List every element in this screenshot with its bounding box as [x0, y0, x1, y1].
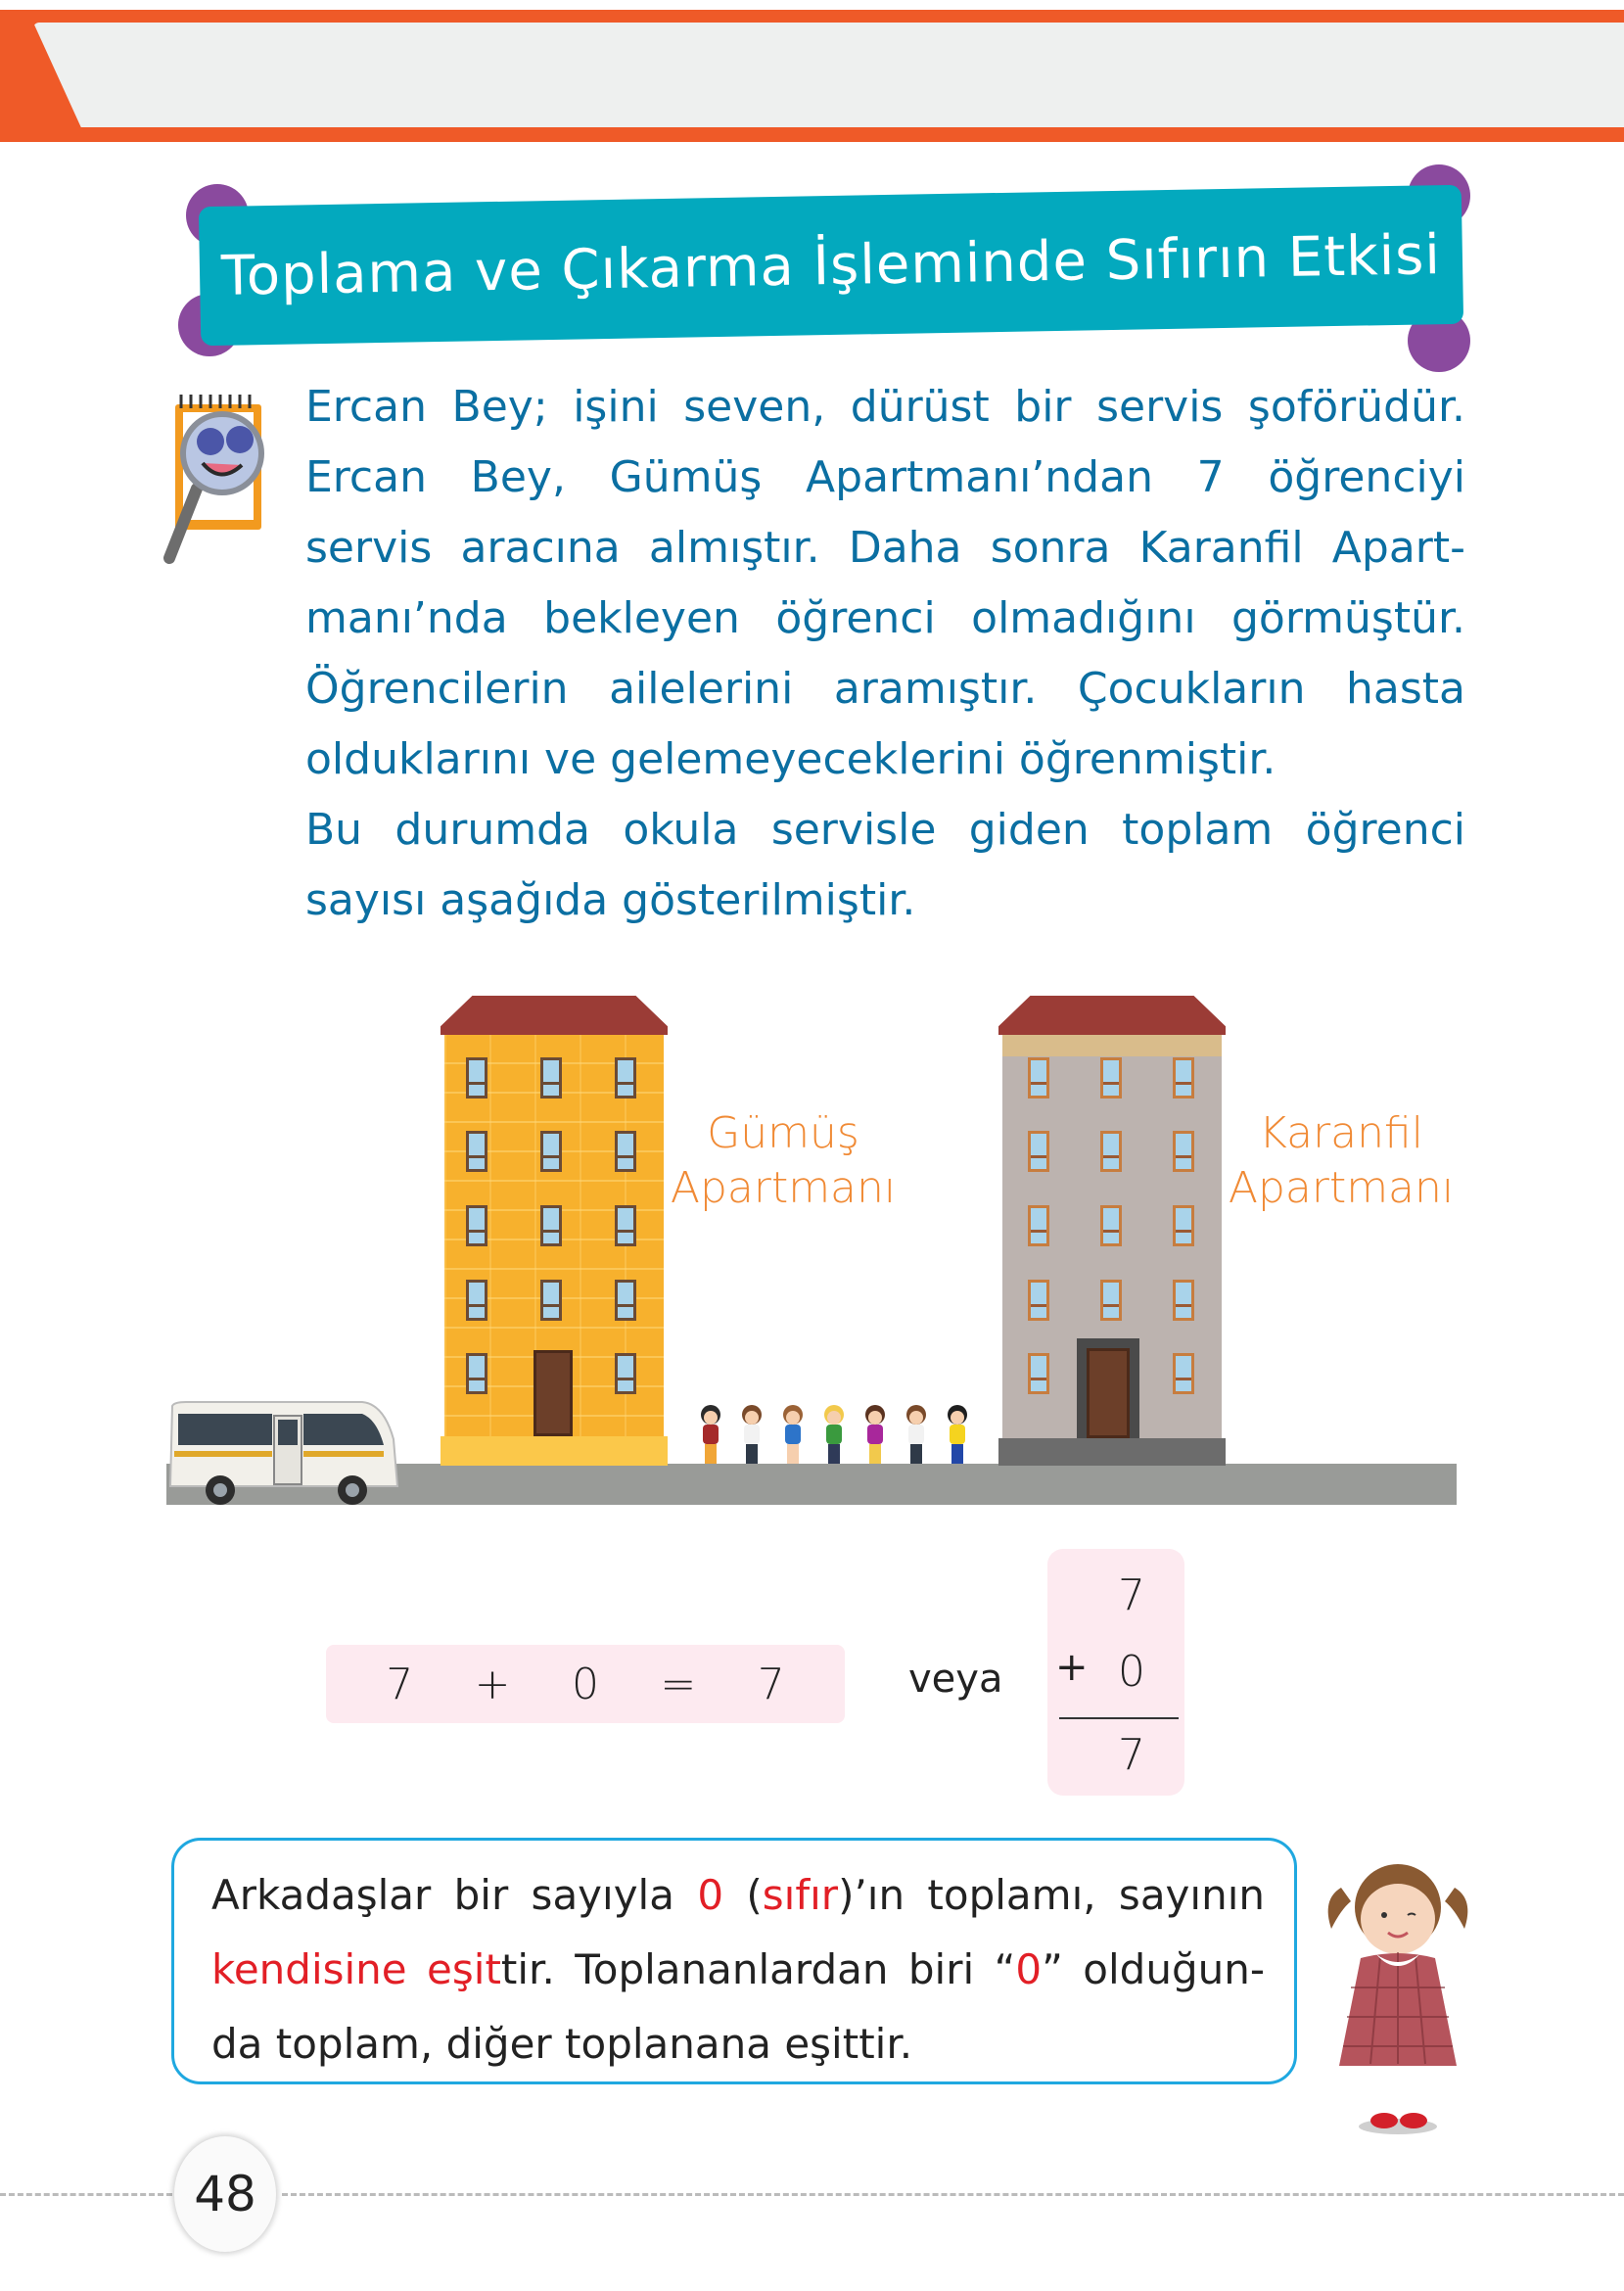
student-figure [942, 1405, 973, 1466]
student-figure [736, 1405, 767, 1466]
window [1173, 1131, 1194, 1172]
scene-illustration [166, 984, 1459, 1513]
students-group [695, 1405, 989, 1466]
student-figure [901, 1405, 932, 1466]
window [1028, 1057, 1049, 1099]
window [615, 1353, 636, 1394]
addend-2: 0 [571, 1659, 599, 1709]
window [1100, 1131, 1122, 1172]
window [540, 1131, 562, 1172]
story-paragraph [305, 372, 1465, 936]
text: )’ın toplamı, sayının [838, 1871, 1265, 1919]
horizontal-equation [326, 1645, 845, 1723]
building-gumus [441, 996, 668, 1466]
text: ” olduğun- [1042, 1945, 1266, 1993]
plus-sign: + [474, 1659, 511, 1709]
window [1028, 1131, 1049, 1172]
footer-dashed-line-right [282, 2193, 1624, 2196]
girl-character-icon [1312, 1850, 1478, 2144]
label-line: Gümüş [707, 1108, 859, 1158]
highlight-kendisine-esit: kendisine eşit [211, 1945, 501, 1993]
highlight-zero: 0 [1015, 1945, 1043, 1993]
rule-note-box [171, 1838, 1297, 2084]
text: ( [723, 1871, 763, 1919]
header-band [0, 10, 1624, 142]
label-line: Apartmanı [670, 1163, 897, 1213]
story-line: Bu durumda okula servisle giden toplam öğrenci [305, 805, 1465, 855]
label-gumus-apartmani [666, 1106, 901, 1216]
highlight-zero: 0 [697, 1871, 724, 1919]
ribbon-body [199, 185, 1463, 346]
highlight-sifir: sıfır [762, 1871, 839, 1919]
door [1087, 1348, 1130, 1438]
vertical-addend-1: 7 [1118, 1570, 1145, 1620]
window [615, 1057, 636, 1099]
window [615, 1205, 636, 1246]
building-karanfil [998, 996, 1226, 1466]
school-bus-icon [166, 1400, 411, 1506]
roof [998, 996, 1226, 1035]
note-line-3: da toplam, diğer toplanana eşittir. [211, 2020, 913, 2068]
window [466, 1353, 487, 1394]
window [1028, 1280, 1049, 1321]
text: tir. Toplananlardan biri “ [500, 1945, 1016, 1993]
page-title: Toplama ve Çıkarma İşleminde Sıfırın Etkisi [220, 222, 1442, 308]
window [466, 1131, 487, 1172]
window [1173, 1057, 1194, 1099]
text: Arkadaşlar bir sayıyla [211, 1871, 698, 1919]
window [540, 1057, 562, 1099]
window [540, 1205, 562, 1246]
title-ribbon [186, 166, 1468, 362]
label-line: Apartmanı [1228, 1163, 1455, 1213]
story-line: Ercan Bey; işini seven, dürüst bir servis şoförüdür. [305, 382, 1465, 432]
sum-line [1059, 1717, 1179, 1719]
building-top-band [1002, 1035, 1222, 1056]
connector-veya: veya [908, 1657, 1003, 1702]
student-figure [777, 1405, 809, 1466]
label-line: Karanfil [1259, 1108, 1423, 1158]
window [466, 1057, 487, 1099]
page-number: 48 [194, 2166, 256, 2222]
window [615, 1131, 636, 1172]
vertical-addend-2: 0 [1118, 1647, 1145, 1697]
building-base [441, 1436, 668, 1466]
vertical-sum: 7 [1118, 1730, 1145, 1780]
vertical-plus-sign: + [1055, 1645, 1089, 1690]
window [1100, 1057, 1122, 1099]
note-line-1 [211, 1858, 1265, 1933]
door [534, 1350, 573, 1436]
magnifier-notebook-icon [162, 387, 269, 568]
story-line: manı’nda bekleyen öğrenci olmadığını görmüştür. [305, 593, 1465, 643]
student-figure [818, 1405, 850, 1466]
window [1028, 1205, 1049, 1246]
vertical-equation [1047, 1549, 1184, 1796]
window [615, 1280, 636, 1321]
student-figure [695, 1405, 726, 1466]
sum: 7 [757, 1659, 785, 1709]
rule-note-text [211, 1858, 1265, 2081]
equals-sign: = [660, 1659, 697, 1709]
story-line: sayısı aşağıda gösterilmiştir. [305, 875, 916, 925]
story-line: servis aracına almıştır. Daha sonra Karanfil Apart- [305, 523, 1465, 573]
window [466, 1205, 487, 1246]
story-line: Ercan Bey, Gümüş Apartmanı’ndan 7 öğrenciyi [305, 452, 1465, 502]
window [1173, 1280, 1194, 1321]
student-figure [859, 1405, 891, 1466]
building-base [998, 1438, 1226, 1466]
roof [441, 996, 668, 1035]
window [1100, 1205, 1122, 1246]
window [1173, 1353, 1194, 1394]
story-line: Öğrencilerin ailelerini aramıştır. Çocukların hasta [305, 664, 1465, 714]
note-line-2 [211, 1933, 1265, 2007]
window [1173, 1205, 1194, 1246]
header-inner-panel [33, 23, 1624, 127]
footer-dashed-line-left [0, 2193, 172, 2196]
page-number-badge [174, 2136, 276, 2252]
window [540, 1280, 562, 1321]
label-karanfil-apartmani [1224, 1106, 1459, 1216]
addend-1: 7 [386, 1659, 414, 1709]
window [1028, 1353, 1049, 1394]
window [1100, 1280, 1122, 1321]
window [466, 1280, 487, 1321]
story-line: olduklarını ve gelemeyeceklerini öğrenmiştir. [305, 734, 1276, 784]
